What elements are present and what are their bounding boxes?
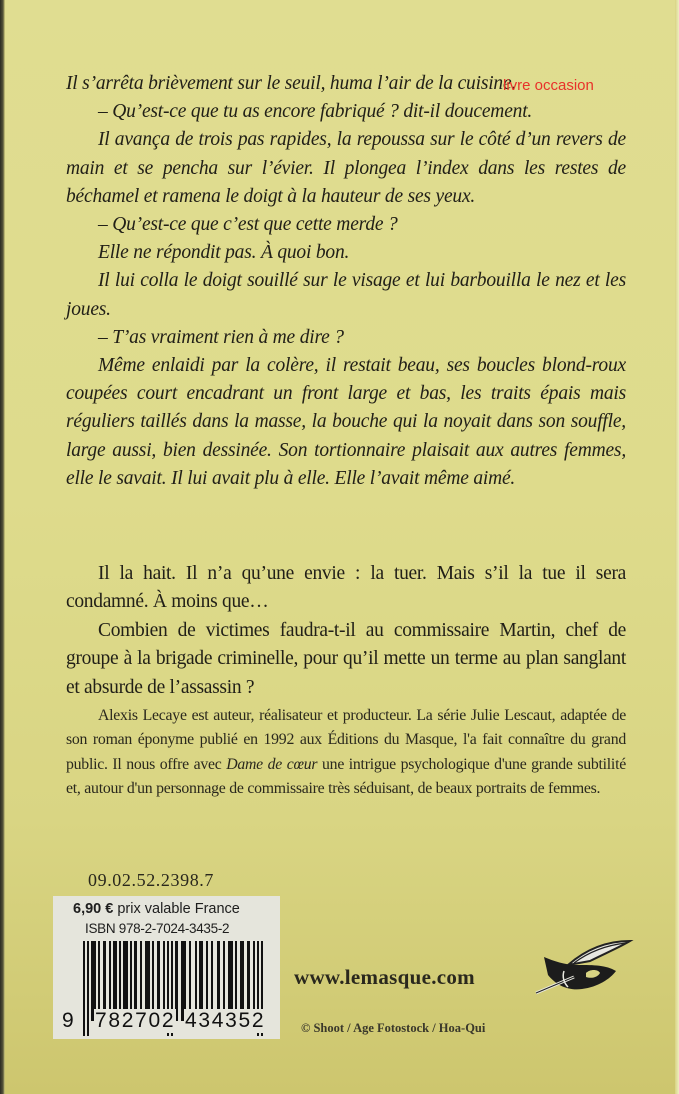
excerpt-paragraph: – Qu’est-ce que tu as encore fabriqué ? dit-il doucement. [98,101,533,123]
masque-quill-logo-icon [534,935,634,997]
cover-right-edge [675,0,679,1094]
barcode-digit-first: 9 [62,1009,76,1032]
excerpt-paragraph: Il s’arrêta brièvement sur le seuil, huma l’air de la cuisine. [66,73,517,94]
price-barcode-label [53,896,280,1039]
publisher-website: www.lemasque.com [294,965,475,989]
author-bio [66,704,626,801]
photo-credit: © Shoot / Age Fotostock / Hoa-Qui [301,1021,486,1035]
cover-left-edge [0,0,5,1094]
book-blurb [66,560,626,702]
book-title: Dame de cœur [226,755,318,773]
price-note: prix valable France [113,901,240,917]
blurb-paragraph: Il la hait. Il n’a qu’une envie : la tuer. Mais s’il la tue il sera condamné. À moins que… [66,563,626,613]
price-value: 6,90 € [73,901,114,917]
excerpt-paragraph: Elle ne répondit pas. À quoi bon. [98,242,350,264]
isbn: ISBN 978-2-7024-3435-2 [85,921,230,936]
barcode-digit-group: 782702 [95,1009,176,1032]
bio-text: Alexis Lecaye est auteur, réalisateur et producteur. La série Julie Lescaut, adaptée de son roman éponyme publié en 1992 aux Éditions du Masque, l'a fait connaître du grand public. Il nous offre avec [66,707,626,773]
barcode-digit-group: 434352 [185,1009,266,1032]
excerpt-paragraph: – Qu’est-ce que c’est que cette merde ? [98,214,398,236]
watermark-overlay: livre occasion [503,77,594,94]
blurb-paragraph: Combien de victimes faudra-t-il au commissaire Martin, chef de groupe à la brigade criminelle, pour qu’il mette un terme au plan sanglant et absurde de l’assassin ? [66,619,626,698]
excerpt-paragraph: – T’as vraiment rien à me dire ? [98,326,344,348]
excerpt-paragraph: Il lui colla le doigt souillé sur le visage et lui barbouilla le nez et les joues. [66,270,626,320]
book-excerpt [66,70,626,493]
excerpt-paragraph: Il avança de trois pas rapides, la repoussa sur le côté d’un revers de main et se pencha sur l’évier. Il plongea l’index dans les restes de béchamel et ramena le doigt à la hauteur de ses yeux. [66,129,626,207]
barcode-digits [59,1009,274,1035]
product-code: 09.02.52.2398.7 [88,870,214,890]
excerpt-paragraph: Même enlaidi par la colère, il restait beau, ses boucles blond-roux coupées court encadrant un front large et bas, les traits épais mais réguliers taillés dans la masse, la bouche qui la noyait dans son souffle, large aussi, bien dessinée. Son tortionnaire plaisait aux autres femmes, elle le savait. Il lui avait plu à elle. Elle l’avait même aimé. [66,355,626,489]
bio-text: une intrigue psychologique d'une grande subtilité et, autour d'un personnage de commissaire très séduisant, de beaux portraits de femmes. [66,755,626,797]
price [73,901,240,917]
